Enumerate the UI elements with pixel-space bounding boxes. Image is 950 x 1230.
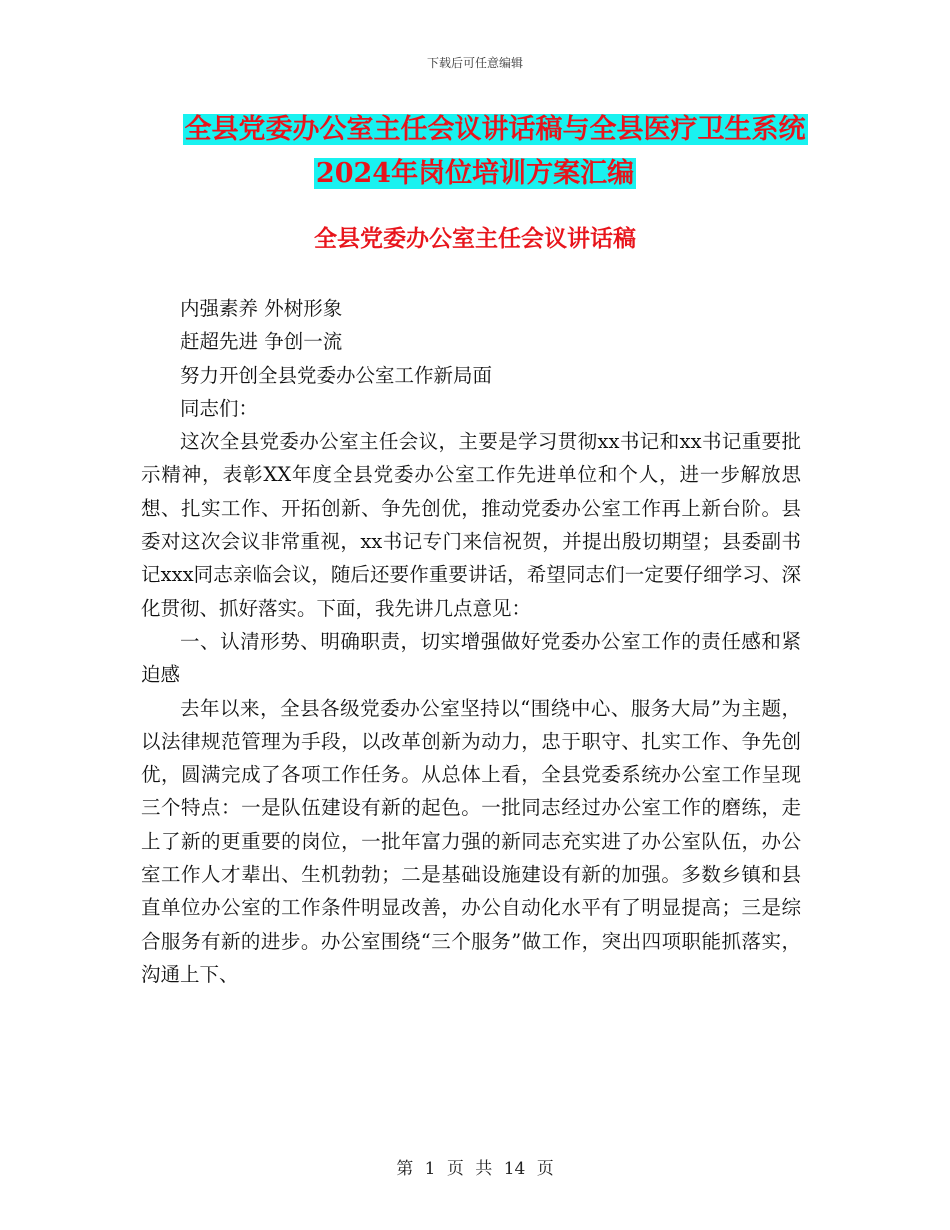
paragraph-salutation: 同志们： xyxy=(180,396,259,420)
page-indicator: 第 1 页 共 14 页 xyxy=(396,1159,554,1179)
document-title-line-1 xyxy=(20,108,950,152)
paragraph-intro: 这次全县党委办公室主任会议，主要是学习贯彻xx书记和xx书记重要批示精神，表彰XX年度全县党委办公室工作先进单位和个人，进一步解放思想、扎实工作、开拓创新、争先创优，推动党委办公室工作再上新台阶。县委对这次会议非常重视，xx书记专门来信祝贺，并提出殷切期望；县委副书记xxx同志亲临会议，随后还要作重要讲话，希望同志们一定要仔细学习、深化贯彻、抓好落实。下面，我先讲几点意见： xyxy=(141,430,801,620)
paragraph-heading-1: 一、认清形势、明确职责，切实增强做好党委办公室工作的责任感和紧迫感 xyxy=(141,629,801,687)
paragraph-motto-2: 赶超先进 争创一流 xyxy=(180,330,343,354)
document-title-text-1: 全县党委办公室主任会议讲话稿与全县医疗卫生系统 xyxy=(184,114,806,145)
header-note: 下载后可任意编辑 xyxy=(426,56,523,70)
paragraph-motto-1: 内强素养 外树形象 xyxy=(180,297,343,320)
section-title: 全县党委办公室主任会议讲话稿 xyxy=(314,225,636,252)
paragraph-subtitle: 努力开创全县党委办公室工作新局面 xyxy=(180,363,493,387)
paragraph-body-1: 去年以来，全县各级党委办公室坚持以“围绕中心、服务大局”为主题，以法律规范管理为手段，以改革创新为动力，忠于职守、扎实工作、争先创优，圆满完成了各项工作任务。从总体上看，全县党委系统办公室工作呈现三个特点：一是队伍建设有新的起色。一批同志经过办公室工作的磨练，走上了新的更重要的岗位，一批年富力强的新同志充实进了办公室队伍，办公室工作人才辈出、生机勃勃；二是基础设施建设有新的加强。多数乡镇和县直单位办公室的工作条件明显改善，办公自动化水平有了明显提高；三是综合服务有新的进步。办公室围绕“三个服务”做工作，突出四项职能抓落实，沟通上下、 xyxy=(141,696,801,986)
document-title-line-2 xyxy=(0,152,950,196)
document-body xyxy=(141,292,801,991)
document-title-text-2: 2024年岗位培训方案汇编 xyxy=(315,158,635,189)
